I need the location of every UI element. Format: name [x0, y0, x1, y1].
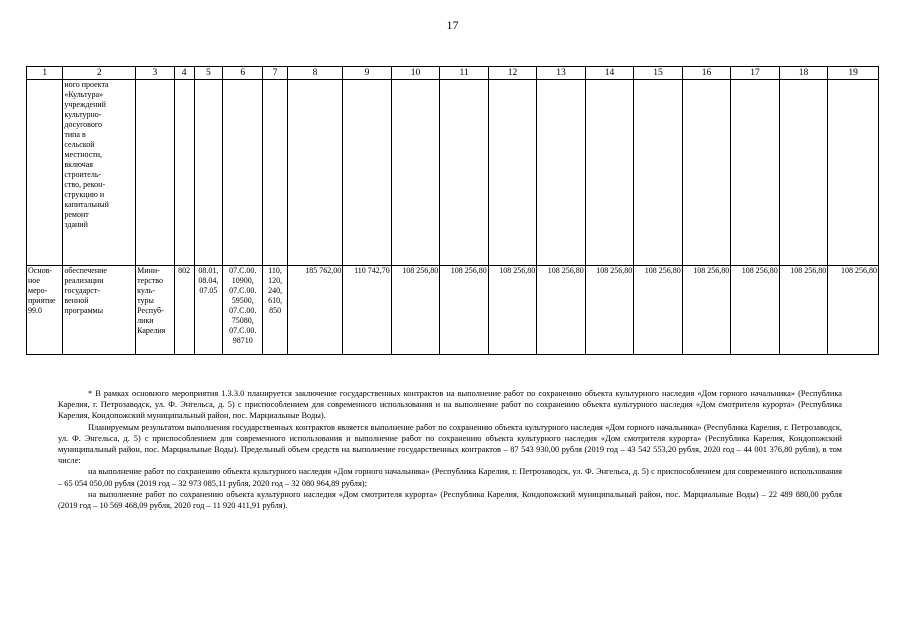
cell-amount-11: 108 256,80 [440, 266, 489, 355]
cell-target-article [223, 266, 263, 355]
cell-line: туры [137, 296, 154, 305]
cell-amount-19: 108 256,80 [828, 266, 879, 355]
cell-line: Мини- [137, 266, 160, 275]
column-header-14: 14 [585, 67, 634, 80]
cell-col1 [27, 80, 63, 266]
column-header-9: 9 [343, 67, 392, 80]
cell-line: 120, [268, 276, 283, 285]
cell-line: «Культура» [64, 90, 104, 99]
cell-col12 [488, 80, 537, 266]
column-header-4: 4 [174, 67, 194, 80]
cell-expense-type [263, 266, 287, 355]
cell-line: 07.С.00. [229, 306, 257, 315]
column-header-10: 10 [391, 67, 440, 80]
cell-col14 [585, 80, 634, 266]
cell-col13 [537, 80, 586, 266]
footnote-paragraph: на выполнение работ по сохранению объекта культурного наследия «Дом смотрителя курорта» (Республика Карелия, Кондопожский муниципальный район, пос. Марциальные Воды) – 22 489 880,00 рубля (2019 год – 10 569 468,09 рубля, 2020 год – 11 920 411,91 рубля). [58, 489, 842, 511]
cell-activity-name [63, 266, 136, 355]
footnote-paragraph: на выполнение работ по сохранению объекта культурного наследия «Дом горного начальника» (Республика Карелия, г. Петрозаводск, ул. Ф. Энгельса, д. 5) с приспособлением для современного использования – 65 054 050,00 рубля (2019 год – 32 973 085,11 рубля, 2020 год – 32 080 964,89 рубля); [58, 467, 842, 488]
cell-line: Респуб- [137, 306, 164, 315]
cell-amount-17: 108 256,80 [731, 266, 780, 355]
cell-col3 [136, 80, 174, 266]
cell-line: иого проекта [64, 80, 109, 89]
footnote-paragraph: Планируемым результатом выполнения государственных контрактов является выполнение работ по сохранению объекта культурного наследия «Дом горного начальника» (Республика Карелия, г. Петрозаводск, ул. Ф. Энгельса, д. 5) с приспособлением для современного использования и выполнение работ по сохранению объекта культурного наследия «Дом смотрителя курорта» (Республика Карелия, Кондопожский муниципальный район, пос. Марциальные Воды). Предельный объем средств на выполнение государственных контрактов – 87 543 930,00 рубля (2019 год – 43 542 553,20 рубля, 2020 год – 44 001 376,80 рубля), в том числе: [58, 422, 842, 466]
cell-line: ное [28, 276, 40, 285]
column-header-2: 2 [63, 67, 136, 80]
column-header-18: 18 [779, 67, 828, 80]
cell-executor [136, 266, 174, 355]
column-header-8: 8 [287, 67, 343, 80]
cell-amount-14: 108 256,80 [585, 266, 634, 355]
cell-line: 08.04, [198, 276, 219, 285]
cell-col17 [731, 80, 780, 266]
cell-line: 08.01, [198, 266, 219, 275]
page-number: 17 [446, 18, 459, 32]
cell-activity-code [27, 266, 63, 355]
cell-line: государст- [64, 286, 100, 295]
cell-line: типа в [64, 130, 86, 139]
cell-line: 07.С.00. [229, 326, 257, 335]
cell-col15 [634, 80, 683, 266]
cell-line: досугового [64, 120, 102, 129]
cell-col8 [287, 80, 343, 266]
cell-amount-16: 108 256,80 [682, 266, 731, 355]
cell-amount-8: 185 762,00 [287, 266, 343, 355]
cell-amount-9: 110 742,70 [343, 266, 392, 355]
cell-line: лики [137, 316, 154, 325]
cell-line: струкцию и [64, 190, 105, 199]
table-row [27, 80, 879, 266]
cell-col10 [391, 80, 440, 266]
cell-amount-13: 108 256,80 [537, 266, 586, 355]
cell-col19 [828, 80, 879, 266]
column-header-1: 1 [27, 67, 63, 80]
cell-line: учреждений [64, 100, 106, 109]
column-header-7: 7 [263, 67, 287, 80]
cell-line: 10900, [231, 276, 254, 285]
cell-line: сельской [64, 140, 95, 149]
cell-line: реализации [64, 276, 104, 285]
cell-line: включая [64, 160, 93, 169]
cell-col16 [682, 80, 731, 266]
column-header-13: 13 [537, 67, 586, 80]
cell-line: ремонт [64, 210, 89, 219]
cell-col7 [263, 80, 287, 266]
cell-line: приятие [28, 296, 56, 305]
header-row [27, 67, 879, 80]
cell-line: куль- [137, 286, 155, 295]
cell-col6 [223, 80, 263, 266]
cell-line: 75080, [231, 316, 254, 325]
column-header-5: 5 [194, 67, 222, 80]
cell-col5 [194, 80, 222, 266]
cell-line: культурно- [64, 110, 102, 119]
cell-line: обеспечение [64, 266, 107, 275]
cell-line: 99.0 [28, 306, 42, 315]
column-header-15: 15 [634, 67, 683, 80]
cell-col11 [440, 80, 489, 266]
cell-line: 610, [268, 296, 283, 305]
cell-line: меро- [28, 286, 48, 295]
footnote-paragraph: * В рамках основного мероприятия 1.3.3.0 планируется заключение государственных контрактов на выполнение работ по сохранению объекта культурного наследия «Дом горного начальника» (Республика Карелия, г. Петрозаводск, ул. Ф. Энгельса, д. 5) с приспособлением для современного использования и на выполнение работ по сохранению объекта культурного наследия «Дом смотрителя курорта» (Республика Карелия, Кондопожский муниципальный район, пос. Марциальные Воды). [58, 389, 842, 421]
cell-line: 240, [268, 286, 283, 295]
column-header-19: 19 [828, 67, 879, 80]
cell-line: 850 [269, 306, 282, 315]
column-header-12: 12 [488, 67, 537, 80]
column-header-11: 11 [440, 67, 489, 80]
cell-col4 [174, 80, 194, 266]
column-header-6: 6 [223, 67, 263, 80]
cell-col18 [779, 80, 828, 266]
cell-line: 07.05 [199, 286, 218, 295]
cell-amount-18: 108 256,80 [779, 266, 828, 355]
column-header-17: 17 [731, 67, 780, 80]
cell-line: капитальный [64, 200, 109, 209]
cell-line: 07.С.00. [229, 266, 257, 275]
cell-col2 [63, 80, 136, 266]
cell-line: 07.С.00. [229, 286, 257, 295]
footnotes [58, 388, 842, 511]
cell-line: зданий [64, 220, 88, 229]
program-table [26, 66, 879, 355]
cell-line: местности, [64, 150, 103, 159]
cell-line: Карелия [137, 326, 166, 335]
cell-line: Основ- [28, 266, 53, 275]
column-header-16: 16 [682, 67, 731, 80]
cell-line: 59500, [231, 296, 254, 305]
cell-amount-15: 108 256,80 [634, 266, 683, 355]
table-row [27, 266, 879, 355]
column-header-3: 3 [136, 67, 174, 80]
cell-line: ство, рекон- [64, 180, 106, 189]
cell-line: 110, [268, 266, 282, 275]
cell-amount-12: 108 256,80 [488, 266, 537, 355]
cell-section [194, 266, 222, 355]
cell-line: строитель- [64, 170, 102, 179]
cell-amount-10: 108 256,80 [391, 266, 440, 355]
cell-grbs: 802 [174, 266, 194, 355]
cell-col9 [343, 80, 392, 266]
cell-line: 98710 [232, 336, 253, 345]
cell-line: терство [137, 276, 163, 285]
cell-line: программы [64, 306, 103, 315]
cell-line: венной [64, 296, 89, 305]
